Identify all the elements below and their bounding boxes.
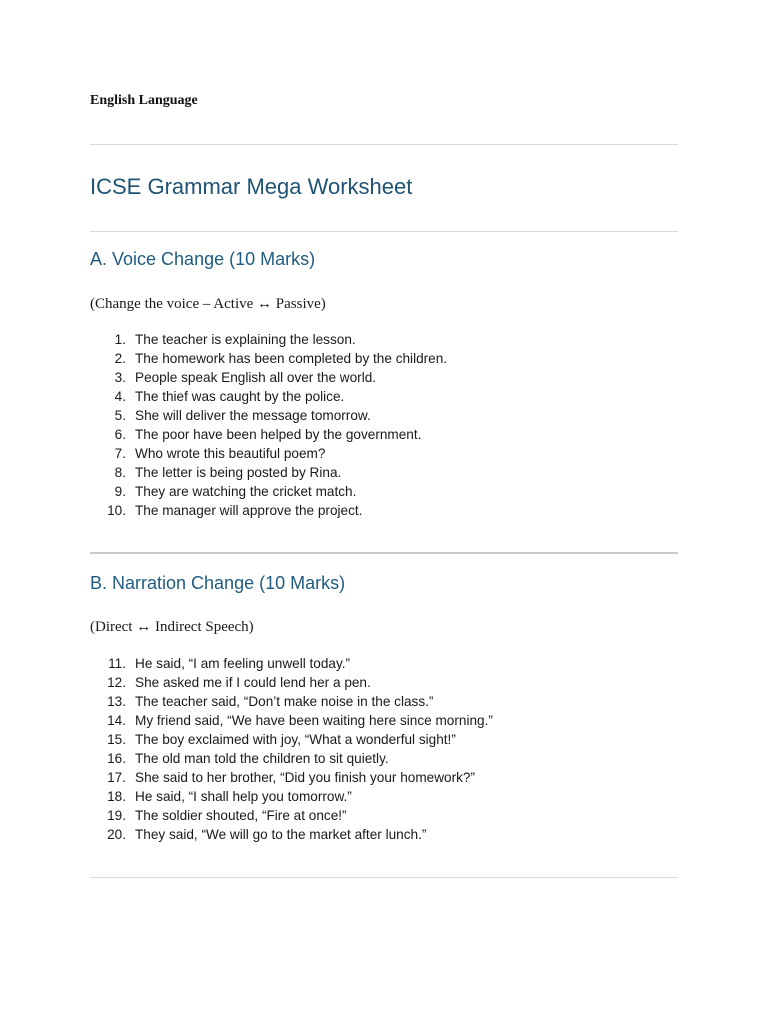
- question-text: They are watching the cricket match.: [135, 484, 357, 499]
- question-number: 6.: [114, 427, 126, 442]
- divider: [90, 144, 678, 145]
- question-number: 20.: [107, 827, 126, 842]
- question-item: [90, 692, 493, 711]
- question-number: 3.: [114, 370, 126, 385]
- page-title: ICSE Grammar Mega Worksheet: [90, 174, 413, 199]
- question-item: [90, 787, 493, 806]
- question-text: The teacher is explaining the lesson.: [135, 332, 356, 347]
- divider: [90, 231, 678, 232]
- question-text: My friend said, “We have been waiting here since morning.”: [135, 713, 493, 728]
- question-number: 19.: [107, 808, 126, 823]
- question-number: 10.: [107, 503, 126, 518]
- section-heading-narration-change: B. Narration Change (10 Marks): [90, 573, 346, 593]
- subject-label: English Language: [90, 93, 198, 108]
- question-item: [90, 654, 493, 673]
- question-text: The old man told the children to sit quietly.: [135, 751, 389, 766]
- question-item: [90, 425, 447, 444]
- question-list-voice-change: [90, 330, 447, 520]
- question-item: [90, 444, 447, 463]
- section-heading-voice-change: A. Voice Change (10 Marks): [90, 249, 316, 269]
- question-item: [90, 387, 447, 406]
- question-item: [90, 330, 447, 349]
- question-item: [90, 463, 447, 482]
- question-number: 2.: [114, 351, 126, 366]
- question-text: She will deliver the message tomorrow.: [135, 408, 371, 423]
- question-item: [90, 711, 493, 730]
- divider: [90, 552, 678, 554]
- question-item: [90, 730, 493, 749]
- question-number: 16.: [107, 751, 126, 766]
- question-item: [90, 806, 493, 825]
- question-text: He said, “I am feeling unwell today.”: [135, 656, 351, 671]
- question-item: [90, 368, 447, 387]
- question-number: 4.: [114, 389, 126, 404]
- question-number: 8.: [114, 465, 126, 480]
- question-item: [90, 768, 493, 787]
- question-text: The poor have been helped by the government.: [135, 427, 422, 442]
- question-text: The thief was caught by the police.: [135, 389, 345, 404]
- question-item: [90, 825, 493, 844]
- question-item: [90, 482, 447, 501]
- question-number: 14.: [107, 713, 126, 728]
- question-text: People speak English all over the world.: [135, 370, 377, 385]
- question-number: 13.: [107, 694, 126, 709]
- question-item: [90, 349, 447, 368]
- question-text: Who wrote this beautiful poem?: [135, 446, 326, 461]
- section-instruction-voice-change: (Change the voice – Active ↔ Passive): [90, 296, 326, 312]
- question-text: The manager will approve the project.: [135, 503, 363, 518]
- question-text: They said, “We will go to the market after lunch.”: [135, 827, 427, 842]
- question-item: [90, 749, 493, 768]
- question-text: The homework has been completed by the children.: [135, 351, 448, 366]
- question-number: 12.: [107, 675, 126, 690]
- question-number: 7.: [114, 446, 126, 461]
- question-item: [90, 406, 447, 425]
- question-number: 17.: [107, 770, 126, 785]
- question-number: 9.: [114, 484, 126, 499]
- question-text: The boy exclaimed with joy, “What a wonderful sight!”: [135, 732, 456, 747]
- question-text: The letter is being posted by Rina.: [135, 465, 342, 480]
- question-number: 18.: [107, 789, 126, 804]
- question-text: He said, “I shall help you tomorrow.”: [135, 789, 352, 804]
- question-text: She asked me if I could lend her a pen.: [135, 675, 371, 690]
- question-item: [90, 673, 493, 692]
- question-number: 1.: [114, 332, 126, 347]
- question-number: 15.: [107, 732, 126, 747]
- section-instruction-narration-change: (Direct ↔ Indirect Speech): [90, 619, 254, 635]
- question-number: 5.: [114, 408, 126, 423]
- question-text: She said to her brother, “Did you finish your homework?”: [135, 770, 476, 785]
- question-text: The soldier shouted, “Fire at once!”: [135, 808, 347, 823]
- divider: [90, 877, 678, 878]
- question-number: 11.: [108, 656, 126, 671]
- question-text: The teacher said, “Don’t make noise in the class.”: [135, 694, 434, 709]
- question-list-narration-change: [90, 654, 493, 844]
- question-item: [90, 501, 447, 520]
